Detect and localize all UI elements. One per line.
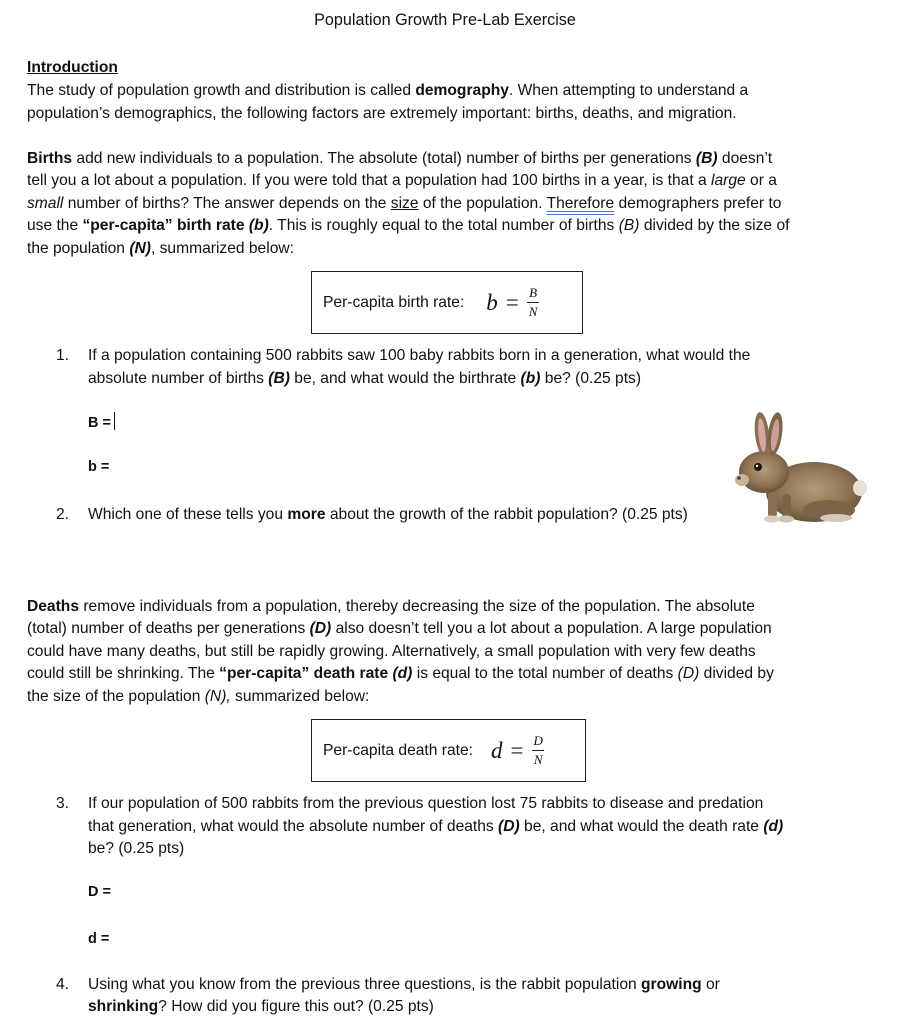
demography-term: demography [415,82,509,99]
formula-fraction [531,734,544,767]
birthrate-answer-field[interactable]: b = [88,459,110,475]
q3-line-1: If our population of 500 rabbits from the previous question lost 75 rabbits to disease and predation [88,795,764,812]
births-line-2: tell you a lot about a population. If you were told that a population had 100 births in a year, is that a large or a [27,172,777,189]
question-number: 1. [56,347,70,364]
deaths-line-2: (total) number of deaths per generations (D) also doesn’t tell you a lot about a population. A large population [27,620,772,637]
formula-variable: b [486,289,498,315]
intro-line-1: The study of population growth and distribution is called demography. When attempting to understand a [27,82,749,99]
births-answer-field[interactable]: B = [88,412,115,431]
deaths-line-4: could still be shrinking. The “per-capita” death rate (d) is equal to the total number of deaths (D) divided by [27,665,774,682]
deaths-line-5: the size of the population (N), summarized below: [27,688,370,705]
formula-label: Per-capita birth rate: [323,293,465,311]
text-cursor [114,412,115,430]
question-number: 3. [56,795,70,812]
q4-line-2: shrinking? How did you figure this out? (0.25 pts) [88,998,434,1015]
q4-line-1: Using what you know from the previous three questions, is the rabbit population growing or [88,976,720,993]
question-number: 2. [56,506,70,523]
fraction-bar [532,750,544,751]
intro-heading: Introduction [27,59,118,76]
rabbit-image [724,410,869,528]
fraction-denominator: N [533,752,543,767]
births-line-4: use the “per-capita” birth rate (b). This is roughly equal to the total number of births (B) divided by the size of [27,217,790,234]
formula-variable: d [490,737,503,763]
q2-text: Which one of these tells you more about the growth of the rabbit population? (0.25 pts) [88,506,688,523]
q1-line-2: absolute number of births (B) be, and what would the birthrate (b) be? (0.25 pts) [88,370,642,387]
intro-line-2: population’s demographics, the following factors are extremely important: births, deaths, and migration. [27,105,737,122]
q3-line-2: that generation, what would the absolute number of deaths (D) be, and what would the death rate (d) [88,818,784,835]
formula-fraction [527,286,540,319]
fraction-numerator: B [529,285,538,300]
birth-rate-formula-box [311,271,583,334]
deathrate-answer-field[interactable]: d = [88,931,110,947]
births-line-1: Births add new individuals to a population. The absolute (total) number of births per generations (B) doesn’t [27,150,773,167]
deaths-line-1: Deaths remove individuals from a population, thereby decreasing the size of the population. The absolute [27,598,755,615]
spellcheck-mark: Therefore [546,195,615,212]
death-rate-formula-box [311,719,586,782]
fraction-denominator: N [528,304,538,319]
formula-label: Per-capita death rate: [323,741,473,759]
births-line-3: small number of births? The answer depends on the size of the population. Therefore demographers prefer to [27,195,782,212]
formula-equals: = [510,737,524,763]
fraction-bar [527,302,539,303]
page-title: Population Growth Pre-Lab Exercise [314,11,576,29]
question-number: 4. [56,976,70,993]
births-line-5: the population (N), summarized below: [27,240,294,257]
deaths-answer-field[interactable]: D = [88,884,111,900]
fraction-numerator: D [533,733,543,748]
q3-line-3: be? (0.25 pts) [88,840,185,857]
formula-equals: = [505,289,519,315]
q1-line-1: If a population containing 500 rabbits saw 100 baby rabbits born in a generation, what would the [88,347,751,364]
deaths-line-3: could have many deaths, but still be rapidly growing. Alternatively, a small population with very few deaths [27,643,756,660]
